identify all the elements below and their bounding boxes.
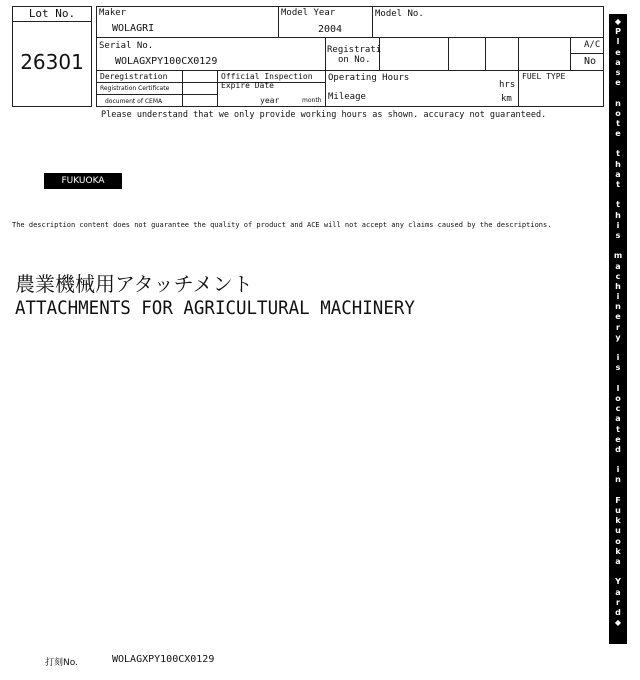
year-label: year	[260, 96, 280, 105]
banner-char: e	[615, 434, 621, 444]
banner-char: e	[615, 129, 621, 139]
mileage-label: Mileage	[328, 92, 366, 102]
model-year-value: 2004	[318, 24, 343, 35]
banner-char: c	[615, 404, 621, 414]
lot-label: Lot No.	[28, 7, 76, 20]
banner-char: a	[615, 57, 621, 67]
operating-hours-label: Operating Hours	[328, 73, 410, 83]
ac-label: A/C	[584, 40, 601, 50]
banner-char: a	[615, 169, 621, 179]
banner-char: s	[615, 67, 621, 77]
banner-char: ◆	[614, 17, 622, 26]
banner-char: a	[615, 556, 621, 566]
banner-char: h	[615, 210, 621, 220]
registration-certificate-label: Registration Certificate	[100, 85, 170, 92]
banner-char	[617, 567, 620, 577]
banner-char: a	[615, 414, 621, 424]
banner-char: P	[615, 27, 621, 37]
inspection-label-2: Expire Date	[221, 81, 274, 90]
banner-char: u	[615, 506, 621, 515]
banner-char: r	[616, 322, 620, 332]
banner-char: y	[615, 332, 621, 342]
banner-char: l	[616, 383, 620, 393]
banner-char: s	[615, 363, 621, 373]
banner-char: t	[616, 200, 620, 210]
serial-label: Serial No.	[99, 41, 154, 51]
banner-char: k	[615, 546, 621, 556]
maker-label: Maker	[99, 8, 127, 18]
ac-value: No	[584, 56, 597, 67]
banner-char: F	[615, 495, 621, 505]
stamp-number-label: 打刻No.	[45, 658, 78, 668]
cema-document-label: document of CEMA	[105, 98, 163, 105]
maker-value: WOLAGRI	[112, 23, 155, 34]
banner-char: i	[616, 220, 620, 230]
banner-char: n	[615, 98, 621, 108]
banner-char: t	[616, 149, 620, 159]
banner-char: e	[615, 47, 621, 57]
banner-char: o	[615, 393, 621, 403]
banner-char: m	[613, 251, 623, 261]
serial-value: WOLAGXPY100CX0129	[115, 56, 218, 67]
banner-char: i	[616, 292, 620, 302]
model-year-label: Model Year	[281, 8, 336, 18]
deregistration-label: Deregistration	[100, 72, 168, 81]
disclaimer: The description content does not guarantee the quality of product and ACE will not accept any claims caused by the descriptions.	[12, 221, 552, 229]
model-no-label: Model No.	[375, 9, 424, 19]
banner-char: a	[615, 587, 621, 597]
banner-char	[617, 139, 620, 149]
banner-char: o	[615, 108, 621, 118]
banner-char: h	[615, 281, 621, 291]
banner-char: k	[615, 516, 621, 526]
banner-char: r	[616, 597, 620, 607]
banner-char	[617, 374, 620, 384]
banner-char: d	[615, 607, 621, 617]
banner-char: d	[615, 444, 621, 454]
banner-char: o	[615, 536, 621, 546]
banner-char: t	[616, 180, 620, 189]
banner-char: Y	[615, 577, 621, 587]
banner-char: a	[615, 261, 621, 271]
banner-char: ◆	[614, 618, 622, 628]
banner-char	[617, 343, 620, 353]
banner-char: e	[615, 312, 621, 322]
inspection-label: Official Inspection	[221, 72, 313, 81]
stamp-number-value: WOLAGXPY100CX0129	[112, 654, 215, 665]
banner-char	[617, 455, 620, 465]
lot-number: 26301	[20, 50, 84, 74]
location-badge: FUKUOKA	[44, 173, 122, 189]
banner-char	[617, 88, 620, 98]
banner-char: s	[615, 230, 621, 240]
registration-label: Registrati	[327, 45, 382, 55]
banner-char: t	[616, 424, 620, 434]
yard-location-banner	[609, 14, 627, 644]
banner-char	[617, 241, 620, 251]
banner-char: n	[615, 475, 621, 485]
banner-char: u	[615, 526, 621, 536]
banner-char: l	[616, 37, 620, 47]
banner-char: i	[616, 353, 620, 363]
banner-char	[617, 486, 620, 496]
month-label: month	[302, 97, 322, 104]
registration-label-2: on No.	[338, 55, 371, 65]
banner-char: c	[615, 271, 621, 281]
title-english: ATTACHMENTS FOR AGRICULTURAL MACHINERY	[15, 297, 415, 319]
banner-char: e	[615, 78, 621, 88]
banner-char: i	[616, 465, 620, 475]
banner-char: n	[615, 302, 621, 312]
banner-char: t	[616, 118, 620, 128]
hrs-unit: hrs	[499, 80, 516, 90]
fuel-type-label: FUEL TYPE	[522, 72, 566, 81]
km-unit: km	[501, 94, 512, 104]
banner-char	[617, 190, 620, 200]
banner-char: h	[615, 159, 621, 169]
title-japanese: 農業機械用アタッチメント	[15, 272, 253, 296]
working-hours-notice: Please understand that we only provide working hours as shown. accuracy not guaranteed.	[101, 110, 547, 120]
